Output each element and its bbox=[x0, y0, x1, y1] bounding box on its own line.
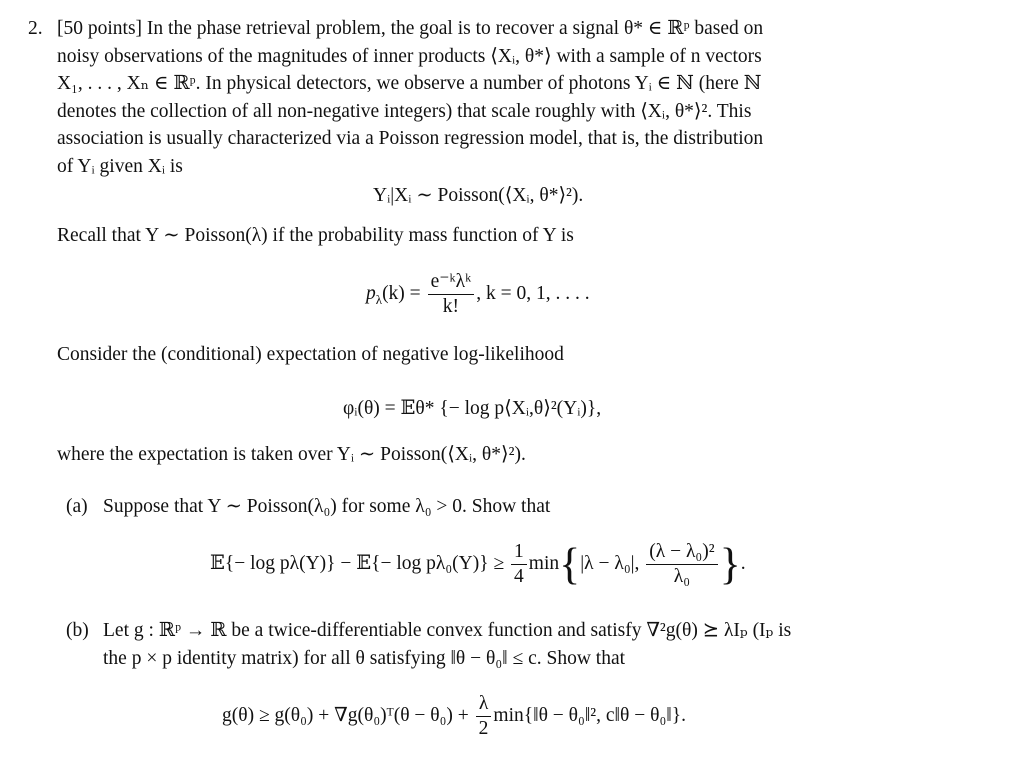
part-a-ratio-num: (λ − λ₀)² bbox=[646, 540, 717, 565]
phi-equation: φᵢ(θ) = 𝔼θ* {− log p⟨Xᵢ,θ⟩²(Yᵢ)}, bbox=[343, 398, 602, 419]
part-a-first-term: |λ − λ₀|, bbox=[580, 552, 640, 574]
intro-text-1: In the phase retrieval problem, the goal is to recover a signal θ* ∈ ℝᵖ based on bbox=[146, 18, 764, 39]
part-b-label: (b) bbox=[66, 620, 89, 641]
part-b-line-2: the p × p identity matrix) for all θ satisfying ‖θ − θ₀‖ ≤ c. Show that bbox=[103, 647, 626, 669]
consider-sentence: Consider the (conditional) expectation of negative log-likelihood bbox=[57, 344, 564, 365]
part-b-frac-den: 2 bbox=[478, 718, 489, 739]
poisson-model-equation: Yᵢ|Xᵢ ∼ Poisson(⟨Xᵢ, θ*⟩²). bbox=[373, 185, 584, 206]
part-a-text: Suppose that Y ∼ Poisson(λ₀) for some λ₀ > 0. Show that bbox=[103, 496, 551, 517]
intro-line-6: of Yᵢ given Xᵢ is bbox=[57, 155, 183, 177]
pmf-denominator: k! bbox=[442, 296, 460, 317]
intro-line-3: X₁, . . . , Xₙ ∈ ℝᵖ. In physical detectors, we observe a number of photons Yᵢ ∈ ℕ (here ℕ bbox=[57, 73, 762, 94]
intro-line-5: association is usually characterized via a Poisson regression model, that is, the distribution bbox=[57, 128, 764, 149]
part-b-half-lambda bbox=[476, 692, 492, 741]
part-a-quarter-den: 4 bbox=[514, 566, 524, 587]
pmf-arg: (k) = bbox=[382, 282, 421, 304]
pmf-tail: , k = 0, 1, . . . . bbox=[476, 282, 590, 304]
pmf-numerator: e⁻ᵏλᵏ bbox=[428, 270, 475, 295]
part-b-frac-num: λ bbox=[476, 692, 492, 717]
pmf-lhs: p bbox=[366, 282, 376, 304]
problem-number: 2. bbox=[28, 18, 43, 39]
right-brace: } bbox=[719, 539, 741, 589]
part-a-ratio bbox=[646, 540, 717, 589]
part-a-inequality: 𝔼{− log pλ(Y)} − 𝔼{− log pλ₀(Y)} ≥ $\frac{1}{4}$ min{|λ − λ₀|, $\frac{\text{(λ − λ₀)²}}{\text{λ₀}}$ }. bbox=[210, 539, 746, 589]
part-b-tail: min{‖θ − θ₀‖², c‖θ − θ₀‖}. bbox=[493, 704, 686, 726]
points-label: [50 points] bbox=[57, 18, 143, 39]
pmf-subscript: λ bbox=[375, 291, 383, 307]
intro-paragraph bbox=[57, 15, 947, 180]
left-brace: { bbox=[559, 539, 581, 589]
intro-line-4: denotes the collection of all non-negative integers) that scale roughly with ⟨Xᵢ, θ*⟩². This bbox=[57, 100, 752, 122]
recall-sentence: Recall that Y ∼ Poisson(λ) if the probability mass function of Y is bbox=[57, 225, 574, 246]
where-sentence: where the expectation is taken over Yᵢ ∼ Poisson(⟨Xᵢ, θ*⟩²). bbox=[57, 444, 526, 465]
part-a-label: (a) bbox=[66, 496, 88, 517]
part-a-lhs: 𝔼{− log pλ(Y)} − 𝔼{− log pλ₀(Y)} ≥ bbox=[210, 552, 505, 574]
pmf-fraction bbox=[428, 270, 475, 319]
intro-line-1 bbox=[57, 15, 947, 43]
part-a-quarter bbox=[511, 540, 527, 589]
part-b-inequality bbox=[222, 692, 686, 741]
part-a-quarter-num: 1 bbox=[511, 540, 527, 565]
part-a-ratio-den: λ₀ bbox=[673, 566, 691, 587]
part-b-lhs: g(θ) ≥ g(θ₀) + ∇g(θ₀)ᵀ(θ − θ₀) + bbox=[222, 704, 469, 726]
pmf-equation bbox=[366, 270, 590, 319]
part-b-line-1: Let g : ℝᵖ → ℝ be a twice-differentiable convex function and satisfy ∇²g(θ) ⪰ λIₚ (Iₚ is bbox=[103, 620, 792, 641]
part-a-min: min bbox=[528, 552, 560, 574]
part-b-text bbox=[103, 617, 948, 672]
intro-line-2: noisy observations of the magnitudes of inner products ⟨Xᵢ, θ*⟩ with a sample of n vectors bbox=[57, 45, 762, 67]
